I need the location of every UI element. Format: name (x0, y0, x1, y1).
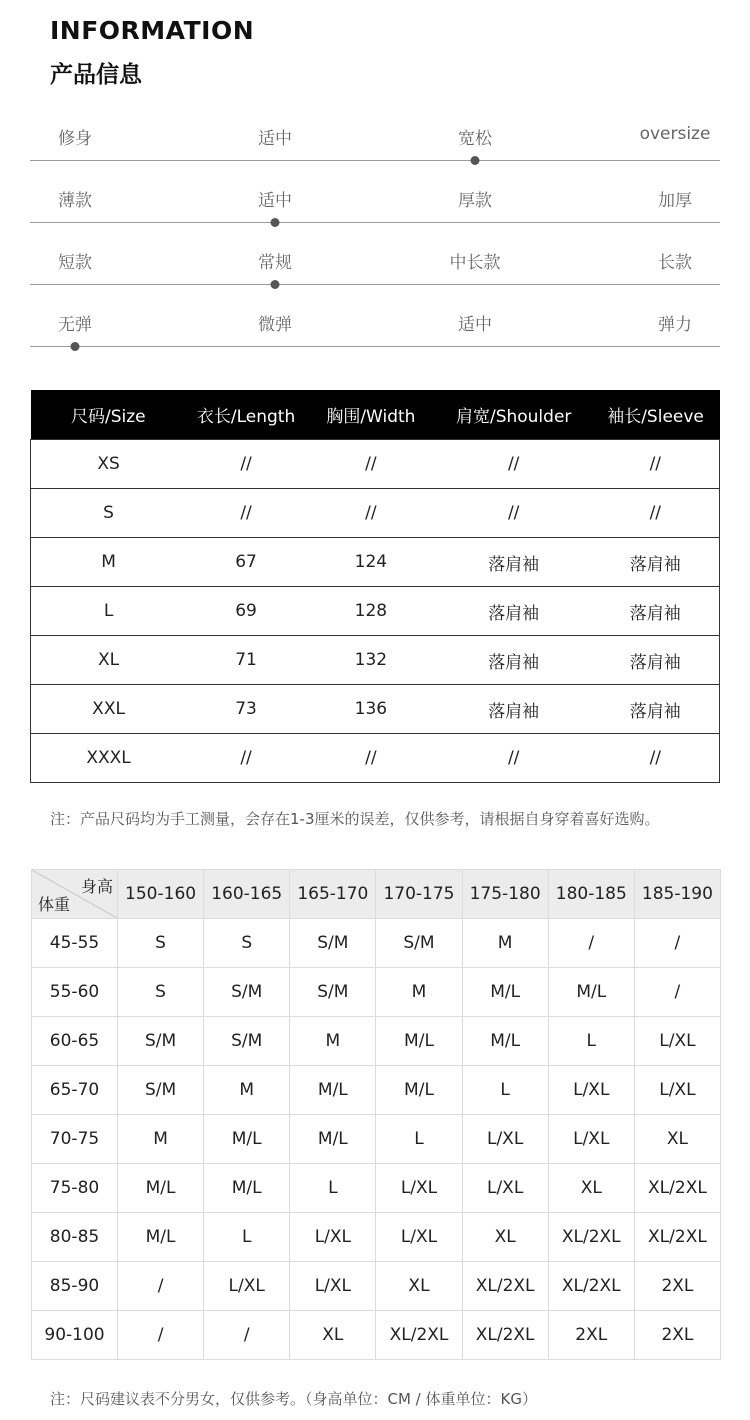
table-cell: XL (290, 1311, 376, 1360)
scale-option: 宽松 (458, 129, 492, 149)
table-cell: 落肩袖 (436, 587, 592, 636)
table-cell: M/L (290, 1066, 376, 1115)
scale-indicator-dot (471, 156, 480, 165)
size-chart-header-row (31, 390, 720, 440)
table-row (32, 968, 721, 1017)
table-cell: M/L (204, 1164, 290, 1213)
table-cell: // (436, 489, 592, 538)
height-column-header: 165-170 (290, 870, 376, 919)
size-column-header: 肩宽/Shoulder (436, 390, 592, 440)
table-cell: L (204, 1213, 290, 1262)
scale-line (30, 284, 720, 285)
scale-elasticity (30, 310, 720, 350)
table-row (32, 1311, 721, 1360)
scale-option: 加厚 (658, 191, 692, 211)
table-cell: 2XL (634, 1262, 720, 1311)
table-cell: L/XL (376, 1213, 462, 1262)
table-row (31, 734, 720, 783)
scale-option: 厚款 (458, 191, 492, 211)
table-cell: S (204, 919, 290, 968)
table-cell: M/L (204, 1115, 290, 1164)
size-column-header: 胸围/Width (306, 390, 436, 440)
table-cell: 73 (186, 685, 306, 734)
weight-row-header: 85-90 (32, 1262, 118, 1311)
scale-option: 常规 (258, 253, 292, 273)
table-cell: M/L (376, 1066, 462, 1115)
table-cell: XL/2XL (634, 1213, 720, 1262)
table-cell: 落肩袖 (592, 636, 720, 685)
height-column-header: 160-165 (204, 870, 290, 919)
height-label: 身高 (80, 877, 113, 896)
table-cell: // (592, 440, 720, 489)
size-chart-table (30, 390, 720, 783)
table-cell: XL/2XL (548, 1213, 634, 1262)
table-cell: XL/2XL (376, 1311, 462, 1360)
table-row (32, 1066, 721, 1115)
table-cell: XXL (31, 685, 187, 734)
table-row (32, 1213, 721, 1262)
scale-fit (30, 124, 720, 164)
table-cell: XL/2XL (462, 1311, 548, 1360)
table-cell: // (186, 440, 306, 489)
table-cell: 124 (306, 538, 436, 587)
table-cell: S/M (290, 919, 376, 968)
table-row (31, 685, 720, 734)
measurement-note: 注：产品尺码均为手工测量，会存在1-3厘米的误差，仅供参考，请根据自身穿着喜好选购。 (50, 810, 660, 828)
table-row (32, 1017, 721, 1066)
table-row (31, 440, 720, 489)
table-cell: // (186, 734, 306, 783)
scale-length (30, 248, 720, 288)
table-cell: 落肩袖 (592, 538, 720, 587)
table-cell: 落肩袖 (436, 636, 592, 685)
table-cell: 132 (306, 636, 436, 685)
height-column-header: 150-160 (118, 870, 204, 919)
table-cell: S/M (118, 1017, 204, 1066)
height-column-header: 170-175 (376, 870, 462, 919)
weight-row-header: 90-100 (32, 1311, 118, 1360)
scale-option: 无弹 (58, 315, 92, 335)
table-cell: 落肩袖 (592, 587, 720, 636)
table-cell: 69 (186, 587, 306, 636)
table-cell: / (634, 968, 720, 1017)
table-cell: XL (548, 1164, 634, 1213)
table-cell: M (204, 1066, 290, 1115)
table-cell: 2XL (548, 1311, 634, 1360)
table-cell: L/XL (548, 1115, 634, 1164)
table-row (32, 1115, 721, 1164)
weight-row-header: 65-70 (32, 1066, 118, 1115)
table-cell: M (118, 1115, 204, 1164)
table-cell: 2XL (634, 1311, 720, 1360)
table-cell: XL/2XL (634, 1164, 720, 1213)
table-cell: M/L (376, 1017, 462, 1066)
table-cell: S/M (290, 968, 376, 1017)
table-cell: S/M (204, 968, 290, 1017)
size-column-header: 衣长/Length (186, 390, 306, 440)
table-cell: 67 (186, 538, 306, 587)
scale-option: 微弹 (258, 315, 292, 335)
table-cell: XS (31, 440, 187, 489)
table-cell: M/L (462, 968, 548, 1017)
table-cell: L (290, 1164, 376, 1213)
table-row (31, 538, 720, 587)
scale-option: 弹力 (658, 315, 692, 335)
table-cell: L/XL (462, 1115, 548, 1164)
scale-option: 适中 (458, 315, 492, 335)
table-cell: S/M (204, 1017, 290, 1066)
table-cell: / (118, 1262, 204, 1311)
table-cell: L (548, 1017, 634, 1066)
table-row (32, 919, 721, 968)
table-row (32, 1262, 721, 1311)
weight-row-header: 60-65 (32, 1017, 118, 1066)
table-cell: 136 (306, 685, 436, 734)
table-cell: L/XL (290, 1213, 376, 1262)
table-cell: S (118, 919, 204, 968)
table-row (31, 587, 720, 636)
weight-row-header: 45-55 (32, 919, 118, 968)
table-cell: L/XL (634, 1066, 720, 1115)
weight-row-header: 70-75 (32, 1115, 118, 1164)
table-cell: L (462, 1066, 548, 1115)
table-cell: XL (634, 1115, 720, 1164)
table-cell: // (436, 734, 592, 783)
table-cell: // (592, 489, 720, 538)
table-cell: XL/2XL (548, 1262, 634, 1311)
table-cell: M/L (118, 1164, 204, 1213)
table-cell: M (31, 538, 187, 587)
scale-option: oversize (639, 124, 711, 144)
table-cell: M (376, 968, 462, 1017)
size-column-header: 袖长/Sleeve (592, 390, 720, 440)
table-row (32, 1164, 721, 1213)
table-cell: 落肩袖 (592, 685, 720, 734)
table-cell: // (306, 489, 436, 538)
table-cell: / (548, 919, 634, 968)
recommendation-header-row (32, 870, 721, 919)
table-cell: M/L (118, 1213, 204, 1262)
scale-option: 长款 (658, 253, 692, 273)
table-cell: 落肩袖 (436, 685, 592, 734)
table-cell: L/XL (204, 1262, 290, 1311)
table-cell: / (634, 919, 720, 968)
recommendation-note: 注：尺码建议表不分男女，仅供参考。（身高单位：CM / 体重单位：KG） (50, 1390, 537, 1408)
table-cell: // (592, 734, 720, 783)
table-cell: M/L (462, 1017, 548, 1066)
weight-row-header: 75-80 (32, 1164, 118, 1213)
table-cell: S (118, 968, 204, 1017)
table-cell: 71 (186, 636, 306, 685)
scale-option: 中长款 (449, 253, 501, 273)
scale-indicator-dot (271, 280, 280, 289)
page-title-en: INFORMATION (50, 16, 255, 45)
table-cell: M (462, 919, 548, 968)
scale-thickness (30, 186, 720, 226)
table-cell: / (204, 1311, 290, 1360)
height-column-header: 175-180 (462, 870, 548, 919)
size-recommendation-table (31, 869, 721, 1360)
table-row (31, 636, 720, 685)
scale-option: 适中 (258, 129, 292, 149)
table-cell: S/M (376, 919, 462, 968)
scale-option: 短款 (58, 253, 92, 273)
scale-option: 薄款 (58, 191, 92, 211)
weight-row-header: 80-85 (32, 1213, 118, 1262)
size-column-header: 尺码/Size (31, 390, 187, 440)
table-cell: M (290, 1017, 376, 1066)
table-cell: XL (376, 1262, 462, 1311)
table-cell: XL/2XL (462, 1262, 548, 1311)
table-cell: // (436, 440, 592, 489)
table-cell: M/L (548, 968, 634, 1017)
scale-option: 修身 (58, 129, 92, 149)
weight-row-header: 55-60 (32, 968, 118, 1017)
table-cell: S (31, 489, 187, 538)
corner-header-cell (32, 870, 118, 919)
scale-indicator-dot (71, 342, 80, 351)
table-cell: L/XL (548, 1066, 634, 1115)
height-column-header: 185-190 (634, 870, 720, 919)
table-row (31, 489, 720, 538)
scale-line (30, 222, 720, 223)
weight-label: 体重 (38, 895, 71, 914)
table-cell: // (306, 734, 436, 783)
page-title-cn: 产品信息 (50, 62, 142, 88)
scale-line (30, 160, 720, 161)
table-cell: / (118, 1311, 204, 1360)
table-cell: L/XL (634, 1017, 720, 1066)
table-cell: // (306, 440, 436, 489)
table-cell: L/XL (376, 1164, 462, 1213)
table-cell: 落肩袖 (436, 538, 592, 587)
table-cell: 128 (306, 587, 436, 636)
table-cell: // (186, 489, 306, 538)
scale-option: 适中 (258, 191, 292, 211)
table-cell: XL (31, 636, 187, 685)
table-cell: M/L (290, 1115, 376, 1164)
table-cell: L (31, 587, 187, 636)
table-cell: L (376, 1115, 462, 1164)
table-cell: XL (462, 1213, 548, 1262)
table-cell: L/XL (290, 1262, 376, 1311)
scale-indicator-dot (271, 218, 280, 227)
height-column-header: 180-185 (548, 870, 634, 919)
table-cell: L/XL (462, 1164, 548, 1213)
table-cell: XXXL (31, 734, 187, 783)
scale-line (30, 346, 720, 347)
table-cell: S/M (118, 1066, 204, 1115)
